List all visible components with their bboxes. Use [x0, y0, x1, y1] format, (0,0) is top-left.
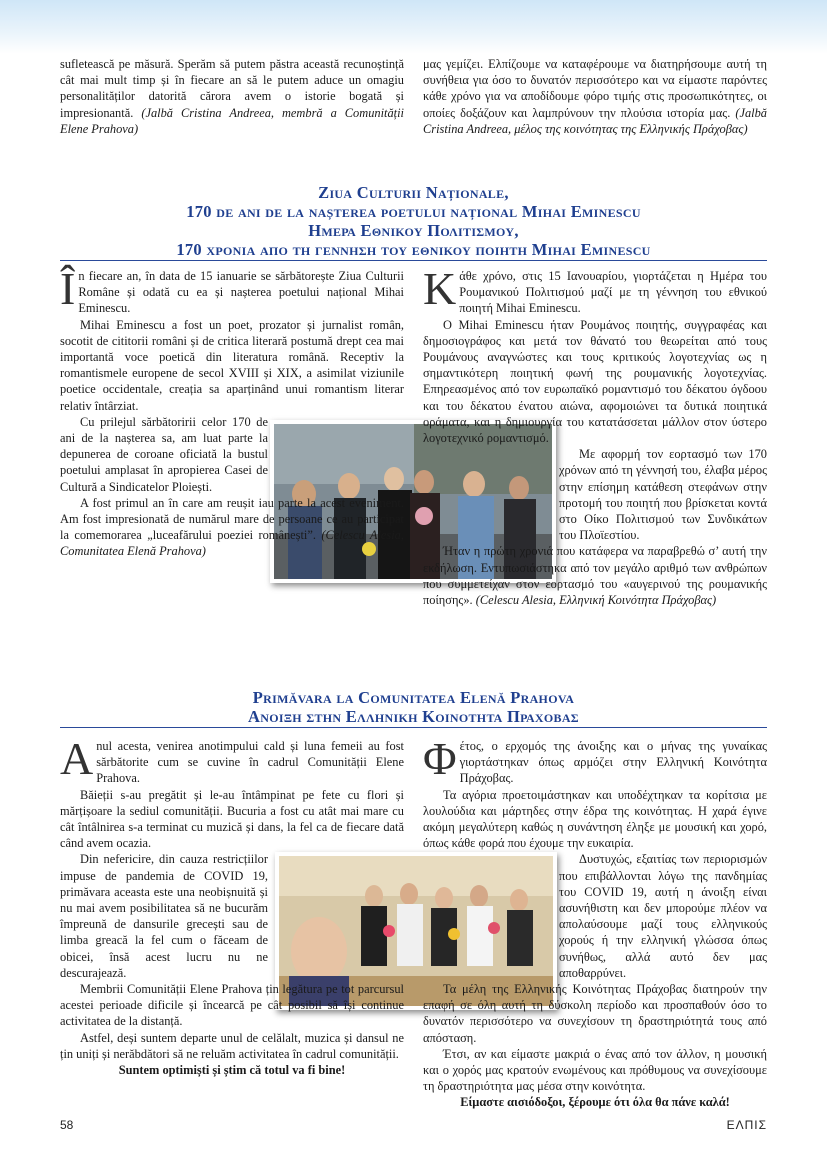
section1-right-p1: άθε χρόνο, στις 15 Ιανουαρίου, γιορτάζεται η Ημέρα του Ρουμανικού Πολιτισμού μαζί με τη γέννηση του εθνικού ποιητή Mihai Eminescu. [459, 269, 767, 316]
section2-right-p1: έτος, ο ερχομός της άνοιξης και ο μήνας της γυναίκας γιορτάστηκαν όπως αρμόζει στην Ελληνική Κοινότητα Πράχοβας. [459, 739, 767, 786]
section1-right-p3: Με αφορμή τον εορτασμό των 170 χρόνων από τη γέννησή του, έλαβα μέρος στην επίσημη κατάθεση στεφάνων στην προτομή του ποιητή που βρίσκεται κοντά στο Οίκο Πολιτισμού των Συνδικάτων του Πλοϊεστίου. [559, 447, 767, 543]
section1-left-p2: Mihai Eminescu a fost un poet, prozator și jurnalist român, socotit de cititorii români și de critica literară postumă drept cea mai importantă voce poetică din literatura română. Receptiv la romantismele europene de secol XVIII și XIX, a asimilat viziunile poetice occidentale, creația sa aparținând unui romantism literar relativ întârziat. [60, 317, 404, 413]
magazine-name: ΕΛΠΙΣ [726, 1118, 767, 1132]
section1-heading-line4: 170 χρονια απο τη γεννηση του εθνικου ποιητη Mihai Eminescu [176, 240, 651, 259]
section1-right-signature: (Celescu Alesia, Ελληνική Κοινότητα Πράχοβας) [475, 593, 717, 608]
top-left-column [60, 56, 404, 137]
top-right-column [423, 56, 767, 137]
section1-heading-line1: Ziua Culturii Naționale, [318, 183, 509, 202]
section1-left-p1: n fiecare an, în data de 15 ianuarie se sărbătorește Ziua Culturii Române și odată cu ea și nașterea poetului național Mihai Eminescu. [78, 269, 404, 316]
section1-right-dropcap: Κ [423, 263, 457, 314]
section1-heading [60, 183, 767, 259]
section2-heading [60, 688, 767, 726]
section2-rule [60, 727, 767, 728]
section1-right-column [423, 263, 767, 608]
section2-right-p2: Τα αγόρια προετοιμάστηκαν και υποδέχτηκαν τα κορίτσια με λουλούδια και μάρτηδες στην έδρα της κοινότητας. Η χαρά έγινε ακόμη μεγαλύτερη καθώς η συνάντηση έληξε με μουσική και χορό, όπως κάθε φορά που έχουμε την ευκαιρία. [423, 787, 767, 851]
section1-right-p2: Ο Mihai Eminescu ήταν Ρουμάνος ποιητής, συγγραφέας και δημοσιογράφος και μετά τον θάνατό του θεωρείται από τους Ρουμάνους αναγνώστες και τους κριτικούς λογοτεχνίας ως η σημαντικότερη ποιητική φωνή της ρουμανικής λογοτεχνίας. Επηρεασμένος από τον ευρωπαϊκό ρομαντισμό του δέκατου όγδοου και του δέκατου ένατου αιώνα, αφομοιώνει τα δυτικά ποιητικά οράματα, και η δημιουργία του κατατάσσεται μάλλον στον ύστερο λογοτεχνικό ρομαντισμό. [423, 317, 767, 446]
section2-right-dropcap: Φ [423, 733, 457, 784]
section2-left-p4: Membrii Comunității Elene Prahova țin legătura pe tot parcursul acestei perioade dificile și încearcă pe cât posibil să își continue activitatea de la distanță. [60, 982, 404, 1029]
section2-heading-line2: Ανοιξη στην Ελληνικη Κοινοτητα Πραχοβας [248, 707, 579, 726]
section2-left-p5: Astfel, deși suntem departe unul de celălalt, muzica și dansul ne țin uniți și nerăbdători să ne reluăm activitatea în cadrul comunității. [60, 1030, 404, 1061]
page-number: 58 [60, 1118, 74, 1132]
section2-right-p3: Δυστυχώς, εξαιτίας των περιορισμών που επιβάλλονται λόγω της πανδημίας του COVID 19, αυτή η άνοιξη είναι ασυνήθιστη και δεν μπορούμε πλέον να απολαύσουμε μαζί τους ελληνικούς χορούς ή την ελληνική γλώσσα όπως συνήθως, αλλά αυτό δεν μας αποθαρρύνει. [559, 852, 767, 980]
section1-left-p4: A fost primul an în care am reușit iau parte la acest eveniment. Am fost impresionată de numărul mare de persoane ce au participat la comemorarea „luceafărului poeziei românești”. [60, 495, 404, 543]
section2-right-p5: Έτσι, αν και είμαστε μακριά ο ένας από τον άλλον, η μουσική και ο χορός μας κρατούν ενωμένους και πρόθυμους να συνεχίσουμε τη δραστηριότητα μας μέσα στην κοινότητα. [423, 1046, 767, 1094]
section2-left-p2: Băieții s-au pregătit și le-au întâmpinat pe fete cu flori și mărțișoare la sediul comunității. Bucuria a fost cu atât mai mare cu cât întâlnirea s-a terminat cu muzică și dans, la fel ca de fiecare dată când avem ocazia. [60, 787, 404, 851]
section2-right-p4: Τα μέλη της Ελληνικής Κοινότητας Πράχοβας διατηρούν την επαφή σε όλη αυτή τη δύσκολη περίοδο και προσπαθούν όσο το δυνατόν περισσότερο να συνεχίσουν τη δραστηριότητά τους από απόσταση. [423, 982, 767, 1045]
page-header-band [0, 0, 827, 54]
section2-right-closing: Είμαστε αισιόδοξοι, ξέρουμε ότι όλα θα πάνε καλά! [460, 1095, 730, 1110]
section2-left-dropcap: A [60, 733, 94, 784]
section1-left-signature: (Celescu Alesia, Comunitatea Elenă Prahova) [60, 528, 404, 559]
section1-right-p4: Ήταν η πρώτη χρονιά που κατάφερα να παραβρεθώ σ’ αυτή την εκδήλωση. Εντυπωσιάστηκα από τον μεγάλο αριθμό των ανθρώπων που συμμετείχαν στον εορτασμό του «αυγερινού της ρουμανικής ποίησης». [423, 544, 767, 608]
section2-left-p1: nul acesta, venirea anotimpului cald și luna femeii au fost sărbătorite cum se cuvine în cadrul Comunității Elene Prahova. [96, 739, 404, 786]
section2-left-closing: Suntem optimiști și știm că totul va fi bine! [118, 1063, 346, 1078]
section1-heading-line3: Ημερα Εθνικου Πολιτισμου, [308, 221, 519, 240]
section1-heading-line2: 170 de ani de la nașterea poetului național Mihai Eminescu [186, 202, 641, 221]
section1-left-column [60, 263, 404, 560]
section2-left-p3: Din nefericire, din cauza restricțiilor impuse de pandemia de COVID 19, primăvara aceasta este una neobișnuită și nu mai avem posibilitatea să ne bucurăm împreună de dansurile grecești sau de limba greacă la fel cum o făceam de obicei, însă acest lucru nu ne descurajează. [60, 852, 268, 980]
top-left-text: sufletească pe măsură. Sperăm să putem păstra această recunoștință cât mai mult timp și în fiecare an să le putem aduce un omagiu personalităților datorită cărora avem o istorie bogată și impresionantă. [60, 57, 404, 120]
section2-heading-line1: Primăvara la Comunitatea Elenă Prahova [252, 688, 575, 707]
section1-rule [60, 260, 767, 261]
section2-left-column [60, 733, 404, 1078]
section1-left-p3: Cu prilejul sărbătoririi celor 170 de ani de la nașterea sa, am luat parte la depunerea de coroane oficiată la bustul poetului amplasat în apropierea Casei de Cultură a Sindicatelor Ploiești. [60, 414, 268, 494]
section2-right-column [423, 733, 767, 1111]
top-right-text: μας γεμίζει. Ελπίζουμε να καταφέρουμε να διατηρήσουμε αυτή τη συνήθεια για όσο το δυνατόν περισσότερο και να είμαστε παρόντες κάθε χρόνο για να αποδίδουμε φόρο τιμής στις προσωπικότητες, οι οποίες δοξάζουν και λαμπρύνουν την πλούσια ιστορία μας. [423, 57, 767, 120]
top-left-signature: (Jalbă Cristina Andreea, membră a Comunității Elene Prahova) [60, 105, 404, 136]
section1-left-dropcap: Î [60, 263, 76, 314]
top-right-signature: (Jalbă Cristina Andreea, μέλος της κοινότητας της Ελληνικής Πράχοβας) [423, 105, 767, 136]
